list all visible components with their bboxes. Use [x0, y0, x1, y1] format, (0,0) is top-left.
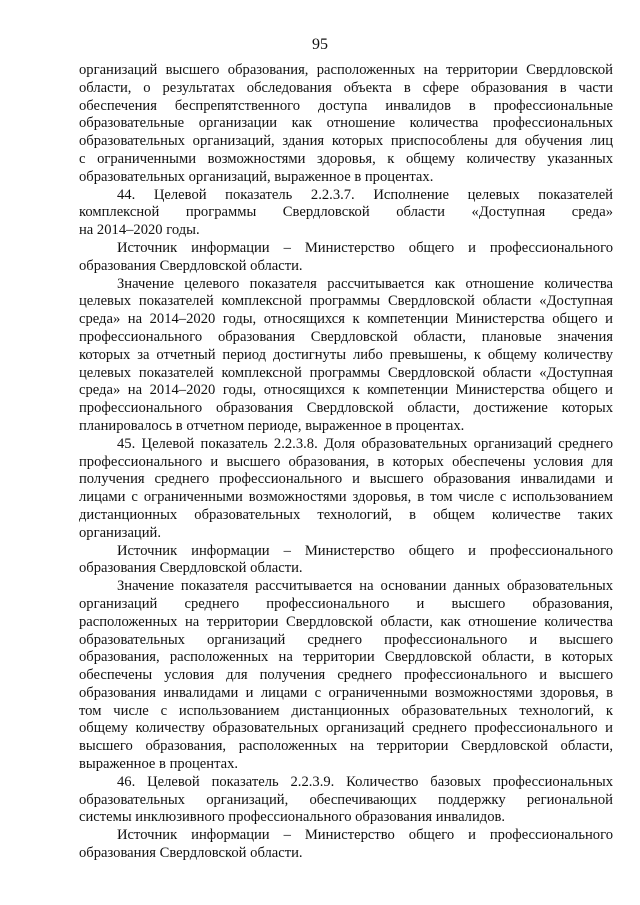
- text-line: образования Свердловской области.: [79, 845, 303, 862]
- text-line: получения среднего профессионального и высшего образования инвалидами и: [79, 471, 613, 488]
- text-line: 45. Целевой показатель 2.2.3.8. Доля образовательных организаций среднего: [117, 435, 613, 452]
- text-line: образования, расположенных на территории Свердловской области, в которых: [79, 649, 613, 666]
- text-line: области, о результатах обследования объекта в сфере образования в части: [79, 79, 613, 96]
- text-line: среда» на 2014–2020 годы, относящихся к компетенции Министерства общего и: [79, 382, 613, 399]
- text-line: образовательных организаций среднего профессионального и высшего: [79, 631, 613, 648]
- page-number: 95: [312, 36, 328, 53]
- text-line: обеспечения беспрепятственного доступа инвалидов в профессиональные: [79, 97, 613, 114]
- text-line: профессионального образования Свердловской области, плановые значения: [79, 328, 613, 345]
- text-line: целевых показателей комплексной программы Свердловской области «Доступная: [79, 293, 613, 310]
- text-line: целевых показателей комплексной программы Свердловской области «Доступная: [79, 364, 613, 381]
- text-line: лицами с ограниченными возможностями здоровья, в том числе с использованием: [79, 489, 613, 506]
- text-line: образовательные организации как отношение количества профессиональных: [79, 115, 613, 132]
- text-line: Источник информации – Министерство общего и профессионального: [117, 542, 613, 559]
- text-line: 44. Целевой показатель 2.2.3.7. Исполнение целевых показателей: [117, 186, 613, 203]
- text-line: Значение показателя рассчитывается на основании данных образовательных: [117, 578, 613, 595]
- text-line: Источник информации – Министерство общего и профессионального: [117, 239, 613, 256]
- text-line: образовательных организаций, обеспечивающих поддержку региональной: [79, 791, 613, 808]
- document-body: [79, 62, 613, 863]
- text-line: среда» на 2014–2020 годы, относящихся к компетенции Министерства общего и: [79, 311, 613, 328]
- text-line: образовательных организаций, выраженное в процентах.: [79, 168, 434, 185]
- text-line: профессионального и высшего образования, в которых обеспечены условия для: [79, 453, 613, 470]
- text-line: дистанционных образовательных технологий, в общем количестве таких: [79, 506, 613, 523]
- text-line: выраженное в процентах.: [79, 756, 239, 773]
- text-line: профессионального образования Свердловской области, достижение которых: [79, 400, 613, 417]
- text-line: образовательных организаций, здания которых приспособлены для обучения лиц: [79, 133, 613, 150]
- text-line: Значение целевого показателя рассчитывается как отношение количества: [117, 275, 613, 292]
- text-line: комплексной программы Свердловской области «Доступная среда»: [79, 204, 613, 221]
- text-line: на 2014–2020 годы.: [79, 222, 200, 239]
- text-line: которых за отчетный период достигнуты либо превышены, к общему количеству: [79, 346, 613, 363]
- text-line: общему количеству образовательных организаций среднего профессионального и: [79, 720, 613, 737]
- text-line: образования Свердловской области.: [79, 257, 303, 274]
- text-line: высшего образования, расположенных на территории Свердловской области,: [79, 738, 613, 755]
- text-line: организаций высшего образования, расположенных на территории Свердловской: [79, 62, 613, 78]
- text-line: Источник информации – Министерство общего и профессионального: [117, 827, 613, 844]
- text-line: расположенных на территории Свердловской области, как отношение количества: [79, 613, 613, 630]
- text-line: планировалось в отчетном периоде, выраженное в процентах.: [79, 417, 465, 434]
- text-line: образования Свердловской области.: [79, 560, 303, 577]
- text-line: обеспечены условия для получения среднего профессионального и высшего: [79, 667, 613, 684]
- text-line: с ограниченными возможностями здоровья, к общему количеству указанных: [79, 150, 613, 167]
- text-line: организаций.: [79, 524, 161, 541]
- text-line: образования инвалидами и лицами с ограниченными возможностями здоровья, в: [79, 684, 613, 701]
- text-line: 46. Целевой показатель 2.2.3.9. Количество базовых профессиональных: [117, 773, 613, 790]
- text-line: том числе с использованием дистанционных образовательных технологий, к: [79, 702, 613, 719]
- text-line: организаций среднего профессионального и высшего образования,: [79, 595, 613, 612]
- text-line: системы инклюзивного профессионального образования инвалидов.: [79, 809, 506, 826]
